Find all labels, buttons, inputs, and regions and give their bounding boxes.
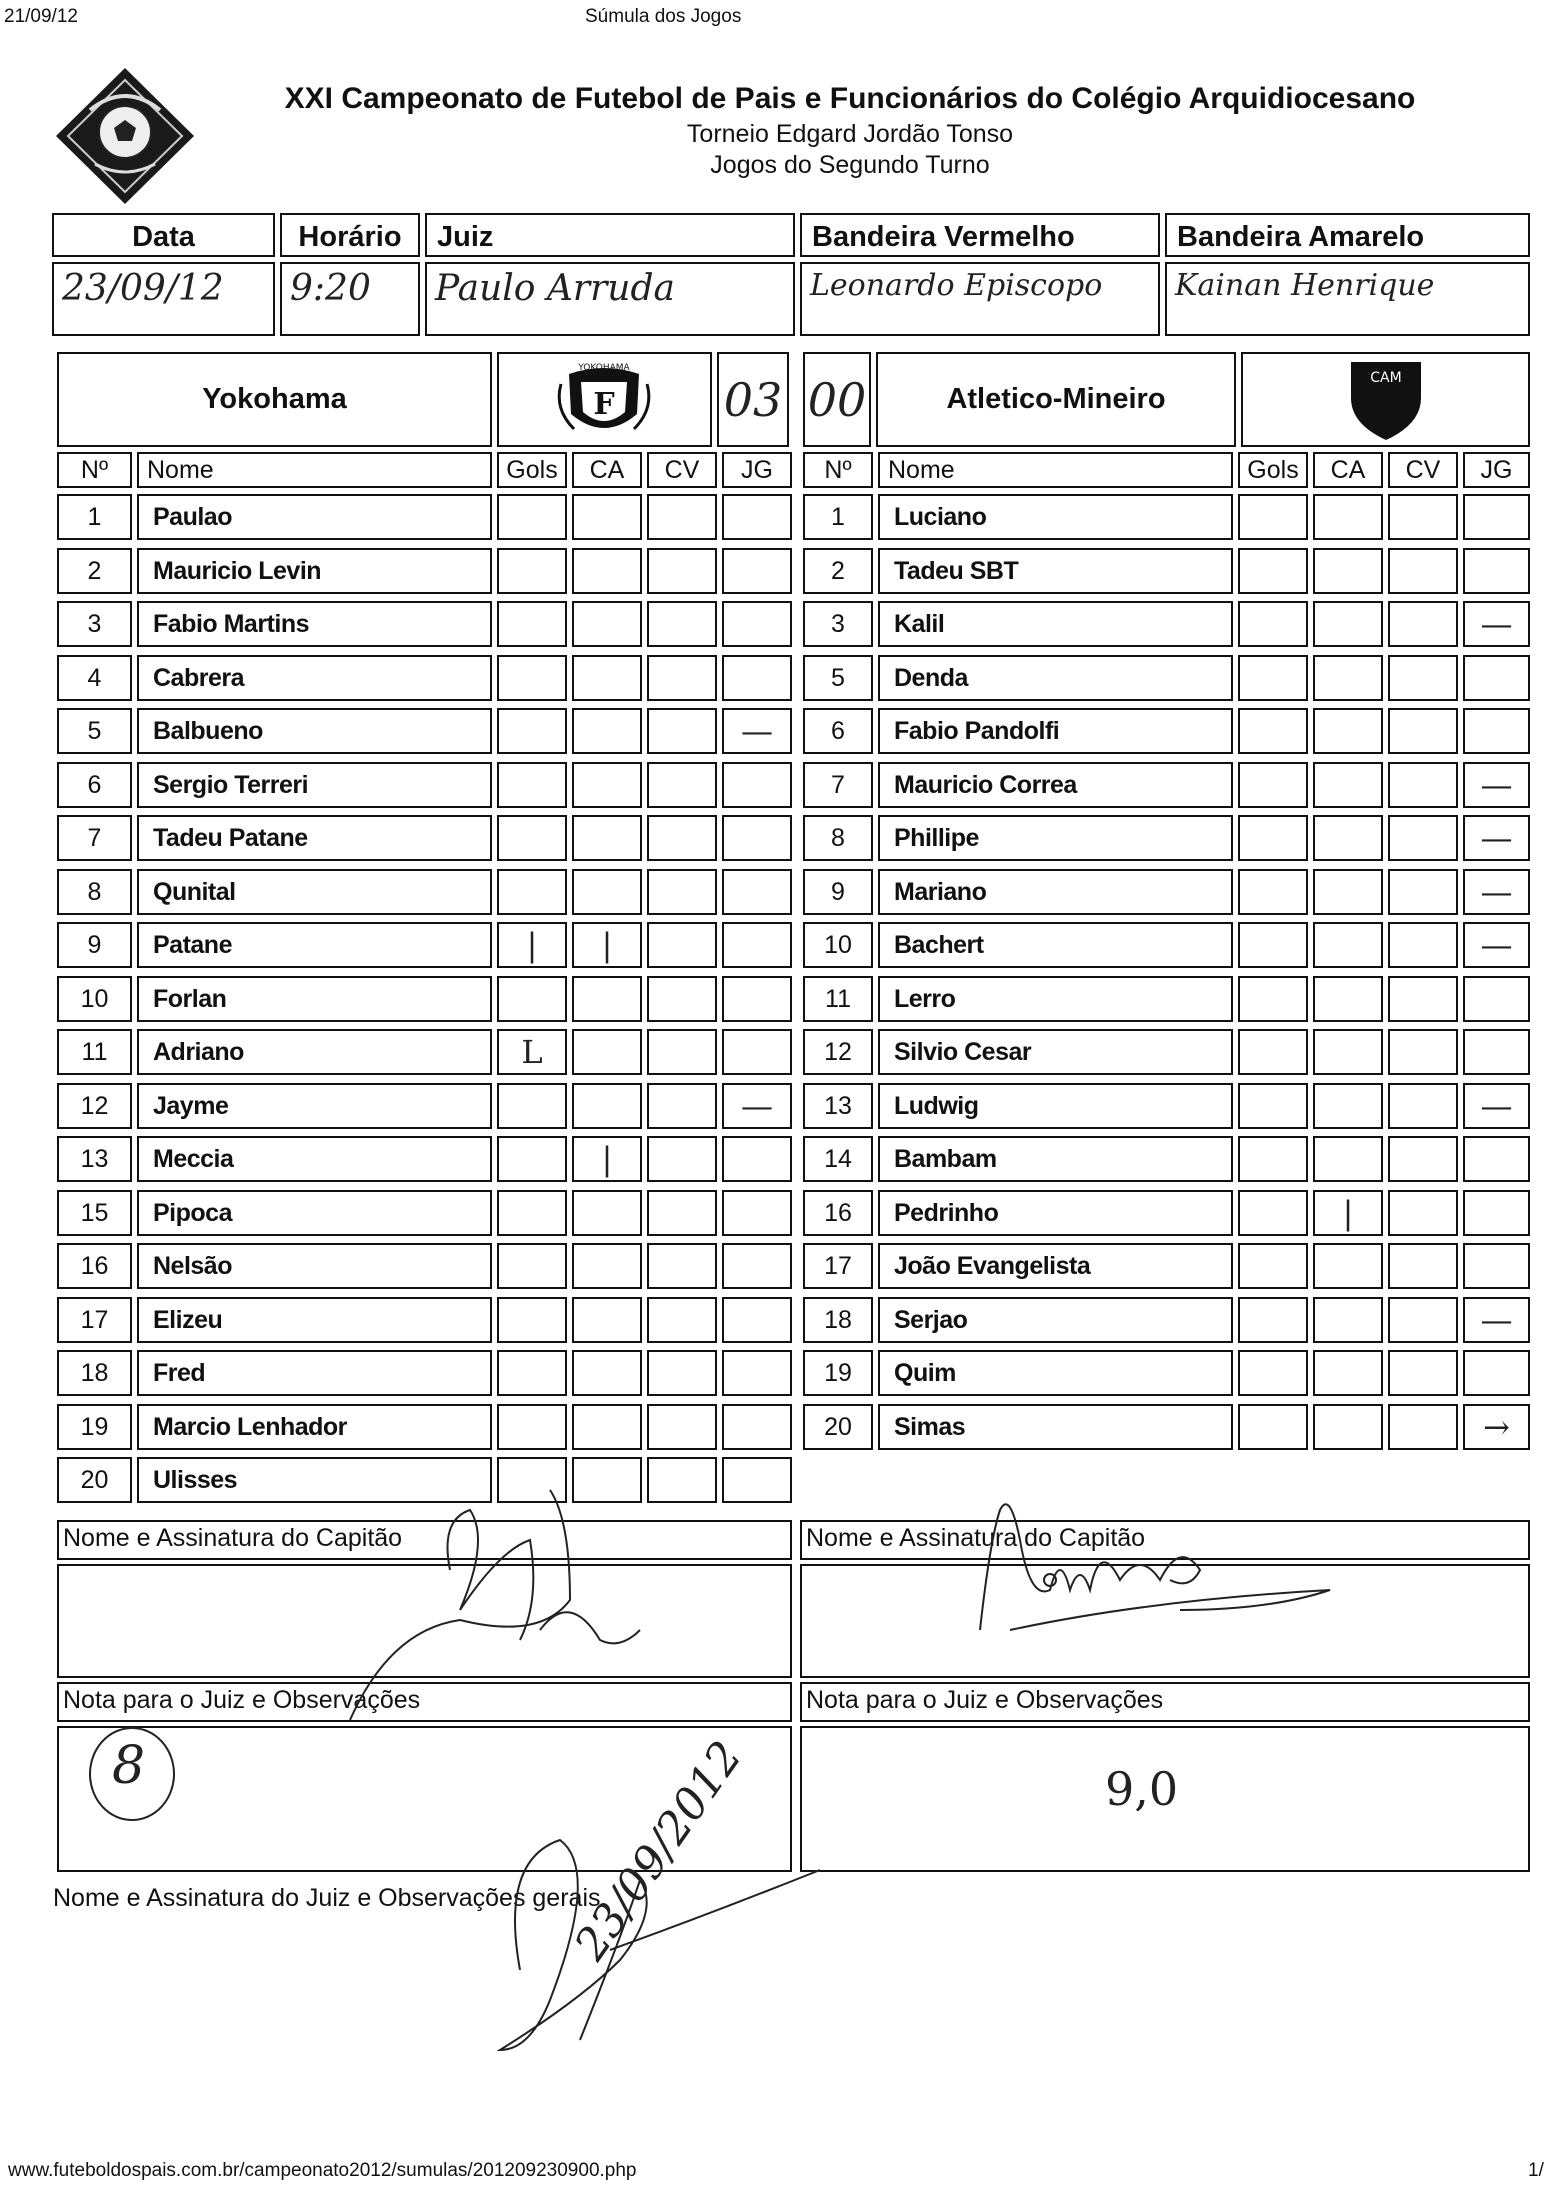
- print-date: 21/09/12: [4, 6, 78, 27]
- played-cell: [722, 815, 792, 861]
- red-card-cell: [1388, 1243, 1458, 1289]
- right-team-name: Atletico-Mineiro: [876, 352, 1236, 447]
- played-cell: [722, 1404, 792, 1450]
- player-number: 5: [57, 708, 132, 754]
- page-url: www.futeboldospais.com.br/campeonato2012/sumulas/201209230900.php: [8, 2160, 637, 2181]
- time-label: Horário: [280, 213, 420, 257]
- yellow-card-cell: [572, 869, 642, 915]
- player-number: 9: [57, 922, 132, 968]
- player-name: Mauricio Levin: [137, 548, 492, 594]
- player-number: 8: [57, 869, 132, 915]
- red-card-cell: [647, 869, 717, 915]
- player-name: Paulao: [137, 494, 492, 540]
- goals-cell: [497, 1083, 567, 1129]
- player-number: 6: [57, 762, 132, 808]
- yellow-card-cell: [572, 1083, 642, 1129]
- played-cell: [722, 601, 792, 647]
- player-number: 10: [57, 976, 132, 1022]
- red-card-cell: [647, 708, 717, 754]
- player-number: 19: [57, 1404, 132, 1450]
- right-notes-label: Nota para o Juiz e Observações: [800, 1682, 1530, 1722]
- svg-text:F: F: [593, 387, 615, 422]
- played-cell: [722, 1457, 792, 1503]
- referee-signature-label: Nome e Assinatura do Juiz e Observações gerais: [53, 1884, 601, 1912]
- yellow-card-cell: [572, 1243, 642, 1289]
- red-card-cell: [647, 494, 717, 540]
- right-col-num: Nº: [803, 452, 873, 488]
- red-card-cell: [1388, 494, 1458, 540]
- played-cell: [722, 1350, 792, 1396]
- left-notes-label: Nota para o Juiz e Observações: [57, 1682, 792, 1722]
- player-number: 4: [57, 655, 132, 701]
- referee-value: Paulo Arruda: [425, 262, 795, 336]
- goals-cell: L: [497, 1029, 567, 1075]
- goals-cell: [1238, 708, 1308, 754]
- yokohama-crest-icon: [499, 354, 710, 445]
- red-card-cell: [1388, 1083, 1458, 1129]
- round-name: Jogos do Segundo Turno: [710, 151, 990, 179]
- yellow-card-cell: [1313, 1136, 1383, 1182]
- player-number: 12: [57, 1083, 132, 1129]
- goals-cell: [1238, 1297, 1308, 1343]
- player-name: Meccia: [137, 1136, 492, 1182]
- yellow-card-cell: [1313, 1029, 1383, 1075]
- goals-cell: |: [497, 922, 567, 968]
- played-cell: —: [1463, 1083, 1530, 1129]
- red-card-cell: [1388, 1297, 1458, 1343]
- player-name: Balbueno: [137, 708, 492, 754]
- played-cell: [1463, 1243, 1530, 1289]
- player-number: 15: [57, 1190, 132, 1236]
- red-card-cell: [647, 1136, 717, 1182]
- goals-cell: [1238, 922, 1308, 968]
- player-name: Bachert: [878, 922, 1233, 968]
- yellow-card-cell: [572, 1297, 642, 1343]
- yellow-card-cell: [1313, 708, 1383, 754]
- player-number: 3: [803, 601, 873, 647]
- played-cell: [722, 1297, 792, 1343]
- championship-logo: [50, 62, 200, 210]
- player-name: Fabio Pandolfi: [878, 708, 1233, 754]
- goals-cell: [497, 548, 567, 594]
- goals-cell: [497, 869, 567, 915]
- played-cell: [1463, 1350, 1530, 1396]
- played-cell: [722, 976, 792, 1022]
- red-card-cell: [647, 1297, 717, 1343]
- right-col-cv: CV: [1388, 452, 1458, 488]
- played-cell: [1463, 1029, 1530, 1075]
- player-number: 18: [803, 1297, 873, 1343]
- left-captain-label: Nome e Assinatura do Capitão: [57, 1520, 792, 1560]
- red-card-cell: [647, 1190, 717, 1236]
- goals-cell: [497, 1350, 567, 1396]
- goals-cell: [1238, 976, 1308, 1022]
- played-cell: —: [1463, 869, 1530, 915]
- played-cell: [1463, 1190, 1530, 1236]
- player-number: 5: [803, 655, 873, 701]
- red-flag-label: Bandeira Vermelho: [800, 213, 1160, 257]
- player-name: Ludwig: [878, 1083, 1233, 1129]
- yellow-card-cell: [1313, 976, 1383, 1022]
- atletico-crest-icon: [1243, 354, 1528, 445]
- played-cell: —: [1463, 601, 1530, 647]
- yellow-flag-value: Kainan Henrique: [1165, 262, 1530, 336]
- goals-cell: [497, 1136, 567, 1182]
- player-name: Sergio Terreri: [137, 762, 492, 808]
- yellow-card-cell: [572, 976, 642, 1022]
- red-card-cell: [1388, 1404, 1458, 1450]
- player-name: Qunital: [137, 869, 492, 915]
- page-number: 1/: [1528, 2160, 1544, 2181]
- player-name: Jayme: [137, 1083, 492, 1129]
- played-cell: [722, 1029, 792, 1075]
- right-team-score: 00: [803, 352, 871, 447]
- atletico-crest-text: CAM: [1370, 370, 1402, 386]
- player-number: 12: [803, 1029, 873, 1075]
- played-cell: [722, 1136, 792, 1182]
- goals-cell: [1238, 494, 1308, 540]
- played-cell: [1463, 708, 1530, 754]
- player-number: 9: [803, 869, 873, 915]
- player-name: Serjao: [878, 1297, 1233, 1343]
- goals-cell: [1238, 548, 1308, 594]
- player-name: Mariano: [878, 869, 1233, 915]
- referee-label: Juiz: [425, 213, 795, 257]
- player-number: 16: [803, 1190, 873, 1236]
- right-captain-label: Nome e Assinatura do Capitão: [800, 1520, 1530, 1560]
- red-card-cell: [647, 1083, 717, 1129]
- left-col-cv: CV: [647, 452, 717, 488]
- player-number: 17: [57, 1297, 132, 1343]
- referee-signed-date: 23/09/2012: [565, 1732, 753, 1970]
- red-card-cell: [647, 1243, 717, 1289]
- red-card-cell: [1388, 1190, 1458, 1236]
- player-number: 20: [803, 1404, 873, 1450]
- goals-cell: [497, 1243, 567, 1289]
- played-cell: [1463, 1136, 1530, 1182]
- red-card-cell: [1388, 922, 1458, 968]
- player-name: Pipoca: [137, 1190, 492, 1236]
- player-name: Tadeu SBT: [878, 548, 1233, 594]
- yellow-card-cell: [1313, 1297, 1383, 1343]
- yellow-card-cell: |: [1313, 1190, 1383, 1236]
- goals-cell: [497, 1297, 567, 1343]
- played-cell: [722, 922, 792, 968]
- goals-cell: [497, 1404, 567, 1450]
- left-team-name: Yokohama: [57, 352, 492, 447]
- yellow-card-cell: [572, 601, 642, 647]
- player-number: 3: [57, 601, 132, 647]
- yellow-card-cell: [1313, 494, 1383, 540]
- red-card-cell: [1388, 815, 1458, 861]
- played-cell: [722, 494, 792, 540]
- player-number: 2: [803, 548, 873, 594]
- player-number: 17: [803, 1243, 873, 1289]
- played-cell: —: [722, 1083, 792, 1129]
- player-number: 7: [803, 762, 873, 808]
- player-name: Fred: [137, 1350, 492, 1396]
- played-cell: —: [1463, 762, 1530, 808]
- goals-cell: [497, 601, 567, 647]
- red-card-cell: [647, 762, 717, 808]
- player-number: 18: [57, 1350, 132, 1396]
- played-cell: —: [1463, 815, 1530, 861]
- played-cell: [722, 762, 792, 808]
- goals-cell: [497, 1190, 567, 1236]
- red-card-cell: [1388, 762, 1458, 808]
- yellow-card-cell: [572, 1404, 642, 1450]
- goals-cell: [1238, 1190, 1308, 1236]
- yellow-card-cell: [572, 1350, 642, 1396]
- goals-cell: [1238, 1136, 1308, 1182]
- goals-cell: [1238, 869, 1308, 915]
- player-name: Nelsão: [137, 1243, 492, 1289]
- yellow-card-cell: [1313, 655, 1383, 701]
- yellow-card-cell: [572, 494, 642, 540]
- player-number: 13: [803, 1083, 873, 1129]
- played-cell: [722, 1190, 792, 1236]
- player-name: Ulisses: [137, 1457, 492, 1503]
- played-cell: —: [1463, 922, 1530, 968]
- yellow-card-cell: [572, 708, 642, 754]
- left-col-name: Nome: [137, 452, 492, 488]
- goals-cell: [497, 494, 567, 540]
- red-card-cell: [647, 922, 717, 968]
- goals-cell: [1238, 655, 1308, 701]
- red-card-cell: [1388, 1350, 1458, 1396]
- played-cell: [1463, 655, 1530, 701]
- yellow-card-cell: [1313, 1083, 1383, 1129]
- right-team-crest-box: [1241, 352, 1530, 447]
- left-col-ca: CA: [572, 452, 642, 488]
- goals-cell: [1238, 1404, 1308, 1450]
- player-name: Tadeu Patane: [137, 815, 492, 861]
- red-card-cell: [647, 1404, 717, 1450]
- player-number: 19: [803, 1350, 873, 1396]
- player-number: 11: [57, 1029, 132, 1075]
- player-number: 10: [803, 922, 873, 968]
- red-card-cell: [1388, 976, 1458, 1022]
- yellow-card-cell: [1313, 869, 1383, 915]
- yellow-flag-label: Bandeira Amarelo: [1165, 213, 1530, 257]
- yellow-card-cell: |: [572, 1136, 642, 1182]
- played-cell: →: [1463, 1404, 1530, 1450]
- played-cell: [722, 1243, 792, 1289]
- player-name: Fabio Martins: [137, 601, 492, 647]
- yellow-card-cell: [1313, 1404, 1383, 1450]
- player-name: Kalil: [878, 601, 1233, 647]
- player-number: 7: [57, 815, 132, 861]
- right-col-name: Nome: [878, 452, 1233, 488]
- player-name: Pedrinho: [878, 1190, 1233, 1236]
- player-name: Simas: [878, 1404, 1233, 1450]
- player-name: Quim: [878, 1350, 1233, 1396]
- left-col-jg: JG: [722, 452, 792, 488]
- player-name: Luciano: [878, 494, 1233, 540]
- player-number: 1: [803, 494, 873, 540]
- player-name: Cabrera: [137, 655, 492, 701]
- yellow-card-cell: [1313, 922, 1383, 968]
- red-card-cell: [1388, 1136, 1458, 1182]
- yellow-card-cell: [572, 1190, 642, 1236]
- goals-cell: [1238, 1029, 1308, 1075]
- yellow-card-cell: [572, 815, 642, 861]
- player-name: Lerro: [878, 976, 1233, 1022]
- yokohama-crest-text: YOKOHAMA: [578, 363, 630, 373]
- date-label: Data: [52, 213, 275, 257]
- yellow-card-cell: [1313, 1350, 1383, 1396]
- yellow-card-cell: [572, 655, 642, 701]
- red-card-cell: [647, 601, 717, 647]
- player-number: 13: [57, 1136, 132, 1182]
- yellow-card-cell: |: [572, 922, 642, 968]
- yellow-card-cell: [1313, 762, 1383, 808]
- played-cell: —: [1463, 1297, 1530, 1343]
- red-card-cell: [1388, 548, 1458, 594]
- red-card-cell: [1388, 601, 1458, 647]
- red-card-cell: [1388, 1029, 1458, 1075]
- red-flag-value: Leonardo Episcopo: [800, 262, 1160, 336]
- goals-cell: [497, 708, 567, 754]
- played-cell: [1463, 494, 1530, 540]
- left-grade: 8: [112, 1736, 146, 1796]
- player-name: Bambam: [878, 1136, 1233, 1182]
- player-number: 16: [57, 1243, 132, 1289]
- player-number: 2: [57, 548, 132, 594]
- yellow-card-cell: [1313, 548, 1383, 594]
- player-name: Marcio Lenhador: [137, 1404, 492, 1450]
- goals-cell: [497, 655, 567, 701]
- played-cell: [722, 869, 792, 915]
- player-name: Adriano: [137, 1029, 492, 1075]
- goals-cell: [1238, 762, 1308, 808]
- player-number: 1: [57, 494, 132, 540]
- yellow-card-cell: [572, 548, 642, 594]
- right-grade: 9,0: [1105, 1762, 1179, 1816]
- player-number: 20: [57, 1457, 132, 1503]
- player-name: Denda: [878, 655, 1233, 701]
- goals-cell: [497, 976, 567, 1022]
- yellow-card-cell: [1313, 601, 1383, 647]
- goals-cell: [1238, 815, 1308, 861]
- player-name: Phillipe: [878, 815, 1233, 861]
- player-number: 6: [803, 708, 873, 754]
- red-card-cell: [647, 548, 717, 594]
- red-card-cell: [647, 655, 717, 701]
- player-name: Patane: [137, 922, 492, 968]
- goals-cell: [1238, 1350, 1308, 1396]
- left-col-num: Nº: [57, 452, 132, 488]
- player-name: Mauricio Correa: [878, 762, 1233, 808]
- right-captain-signature: [950, 1480, 1350, 1680]
- played-cell: [1463, 976, 1530, 1022]
- goals-cell: [1238, 1243, 1308, 1289]
- tournament-name: Torneio Edgard Jordão Tonso: [686, 120, 1014, 148]
- yellow-card-cell: [572, 1029, 642, 1075]
- goals-cell: [497, 815, 567, 861]
- played-cell: [1463, 548, 1530, 594]
- played-cell: [722, 548, 792, 594]
- right-col-jg: JG: [1463, 452, 1530, 488]
- left-col-goals: Gols: [497, 452, 567, 488]
- left-team-crest-box: [497, 352, 712, 447]
- played-cell: [722, 655, 792, 701]
- left-captain-signature: [240, 1480, 720, 1740]
- player-name: Silvio Cesar: [878, 1029, 1233, 1075]
- yellow-card-cell: [572, 762, 642, 808]
- time-value: 9:20: [280, 262, 420, 336]
- yellow-card-cell: [1313, 1243, 1383, 1289]
- date-value: 23/09/12: [52, 262, 275, 336]
- player-number: 8: [803, 815, 873, 861]
- print-title: Súmula dos Jogos: [585, 6, 742, 27]
- player-name: Forlan: [137, 976, 492, 1022]
- right-col-ca: CA: [1313, 452, 1383, 488]
- red-card-cell: [1388, 869, 1458, 915]
- red-card-cell: [1388, 655, 1458, 701]
- red-card-cell: [647, 1350, 717, 1396]
- player-name: João Evangelista: [878, 1243, 1233, 1289]
- player-number: 11: [803, 976, 873, 1022]
- red-card-cell: [647, 815, 717, 861]
- played-cell: —: [722, 708, 792, 754]
- red-card-cell: [1388, 708, 1458, 754]
- left-team-score: 03: [717, 352, 789, 447]
- player-number: 14: [803, 1136, 873, 1182]
- goals-cell: [1238, 1083, 1308, 1129]
- red-card-cell: [647, 976, 717, 1022]
- player-name: Elizeu: [137, 1297, 492, 1343]
- championship-title: XXI Campeonato de Futebol de Pais e Funcionários do Colégio Arquidiocesano: [284, 82, 1416, 115]
- right-col-goals: Gols: [1238, 452, 1308, 488]
- yellow-card-cell: [1313, 815, 1383, 861]
- goals-cell: [1238, 601, 1308, 647]
- goals-cell: [497, 762, 567, 808]
- red-card-cell: [647, 1029, 717, 1075]
